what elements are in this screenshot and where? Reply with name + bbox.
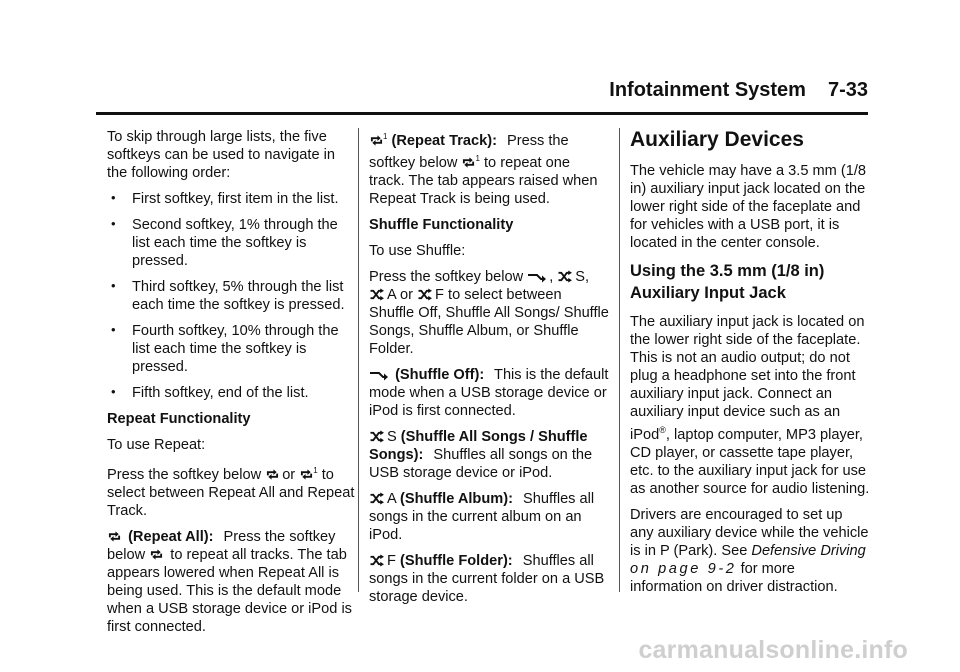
shuffle-use: To use Shuffle: bbox=[369, 242, 466, 259]
header-rule bbox=[96, 112, 868, 115]
bullet-icon: • bbox=[111, 216, 116, 231]
aux-jack-paragraph: The auxiliary input jack is located on the lower right side of the faceplate. This is not an audio output; do not plug a headphone set into the front auxiliary input jack. Connect an auxiliary input device such as an iPod®, laptop computer, MP3 player, CD player, or cassette tape player, etc. to the auxiliary input jack for use as another source for audio listening. bbox=[630, 314, 870, 497]
shuffle-album-icon bbox=[369, 492, 385, 505]
driver-paragraph: Drivers are encouraged to set up any auxiliary device while the vehicle is in P (Park). See Defensive Driving on page 9-2 for more information on driver distraction. bbox=[630, 506, 869, 595]
bullet-icon: • bbox=[111, 322, 116, 337]
shuffle-off-paragraph: (Shuffle Off): This is the default mode when a USB storage device or iPod is first connected. bbox=[369, 366, 609, 419]
shuffle-press-paragraph: Press the softkey below , S, A or F to select between Shuffle Off, Shuffle All Songs/ Shuffle Songs, Shuffle Album, or Shuffle Folder. bbox=[369, 268, 609, 357]
shuffle-folder-icon bbox=[369, 554, 385, 567]
shuffle-album-paragraph: A (Shuffle Album): Shuffles all songs in the current album on an iPod. bbox=[369, 490, 595, 543]
repeat-all-icon bbox=[107, 530, 122, 543]
subsection-heading: Using the 3.5 mm (1/8 in) Auxiliary Input Jack bbox=[630, 262, 825, 302]
repeat-all-icon bbox=[149, 548, 164, 561]
watermark: carmanualsonline.info bbox=[638, 636, 908, 664]
repeat-one-icon bbox=[369, 134, 384, 147]
repeat-use: To use Repeat: bbox=[107, 437, 206, 453]
cross-reference-link[interactable]: Defensive Driving bbox=[751, 542, 866, 559]
column-1 bbox=[107, 128, 355, 644]
column-divider bbox=[619, 128, 620, 592]
list-item: • Fifth softkey, end of the list. bbox=[111, 384, 309, 401]
list-item: • Fourth softkey, 10% through the list each time the softkey is pressed. bbox=[111, 322, 339, 375]
list-item: • Third softkey, 5% through the list each time the softkey is pressed. bbox=[111, 278, 345, 313]
page-number: 7-33 bbox=[827, 79, 868, 101]
aux-intro: The vehicle may have a 3.5 mm (1/8 in) auxiliary input jack located on the lower right side of the faceplate and for vehicles with a USB port, it is located in the center console. bbox=[630, 163, 867, 251]
column-2 bbox=[369, 128, 609, 614]
shuffle-folder-paragraph: F (Shuffle Folder): Shuffles all songs in the current folder on a USB storage device. bbox=[369, 552, 605, 605]
section-title: Infotainment System bbox=[609, 79, 806, 101]
shuffle-off-icon bbox=[369, 369, 389, 381]
list-item: • First softkey, first item in the list. bbox=[111, 190, 339, 207]
page-header bbox=[609, 79, 868, 102]
repeat-press-paragraph: Press the softkey below or $^1$ to select between Repeat All and Repeat Track. bbox=[107, 466, 355, 519]
repeat-heading: Repeat Functionality bbox=[107, 411, 251, 427]
shuffle-heading: Shuffle Functionality bbox=[369, 216, 514, 233]
shuffle-album-icon bbox=[369, 288, 385, 301]
repeat-all-icon bbox=[265, 468, 280, 481]
column-divider bbox=[358, 128, 359, 592]
bullet-icon: • bbox=[111, 384, 116, 399]
column-3 bbox=[630, 128, 870, 604]
bullet-icon: • bbox=[111, 278, 116, 293]
shuffle-songs-icon bbox=[369, 430, 385, 443]
repeat-one-icon bbox=[299, 468, 314, 481]
section-heading: Auxiliary Devices bbox=[630, 128, 804, 151]
repeat-all-paragraph: (Repeat All): Press the softkey below to repeat all tracks. The tab appears lowered when Repeat All is being used. This is the default mode when a USB storage device or iPod is first connected. bbox=[107, 528, 352, 635]
shuffle-off-icon bbox=[527, 271, 547, 283]
list-item: • Second softkey, 1% through the list each time the softkey is pressed. bbox=[111, 216, 338, 269]
repeat-track-paragraph: $^1$ (Repeat Track): Press the softkey below $^1$ to repeat one track. The tab appears raised when Repeat Track is being used. bbox=[369, 132, 598, 207]
shuffle-all-paragraph: S (Shuffle All Songs / Shuffle Songs): Shuffles all songs on the USB storage device or iPod. bbox=[369, 428, 593, 481]
cross-reference-page[interactable]: on page 9-2 bbox=[630, 560, 737, 577]
shuffle-songs-icon bbox=[557, 270, 573, 283]
bullet-icon: • bbox=[111, 190, 116, 205]
skip-intro: To skip through large lists, the five softkeys can be used to navigate in the following order: bbox=[107, 129, 335, 181]
shuffle-folder-icon bbox=[417, 288, 433, 301]
